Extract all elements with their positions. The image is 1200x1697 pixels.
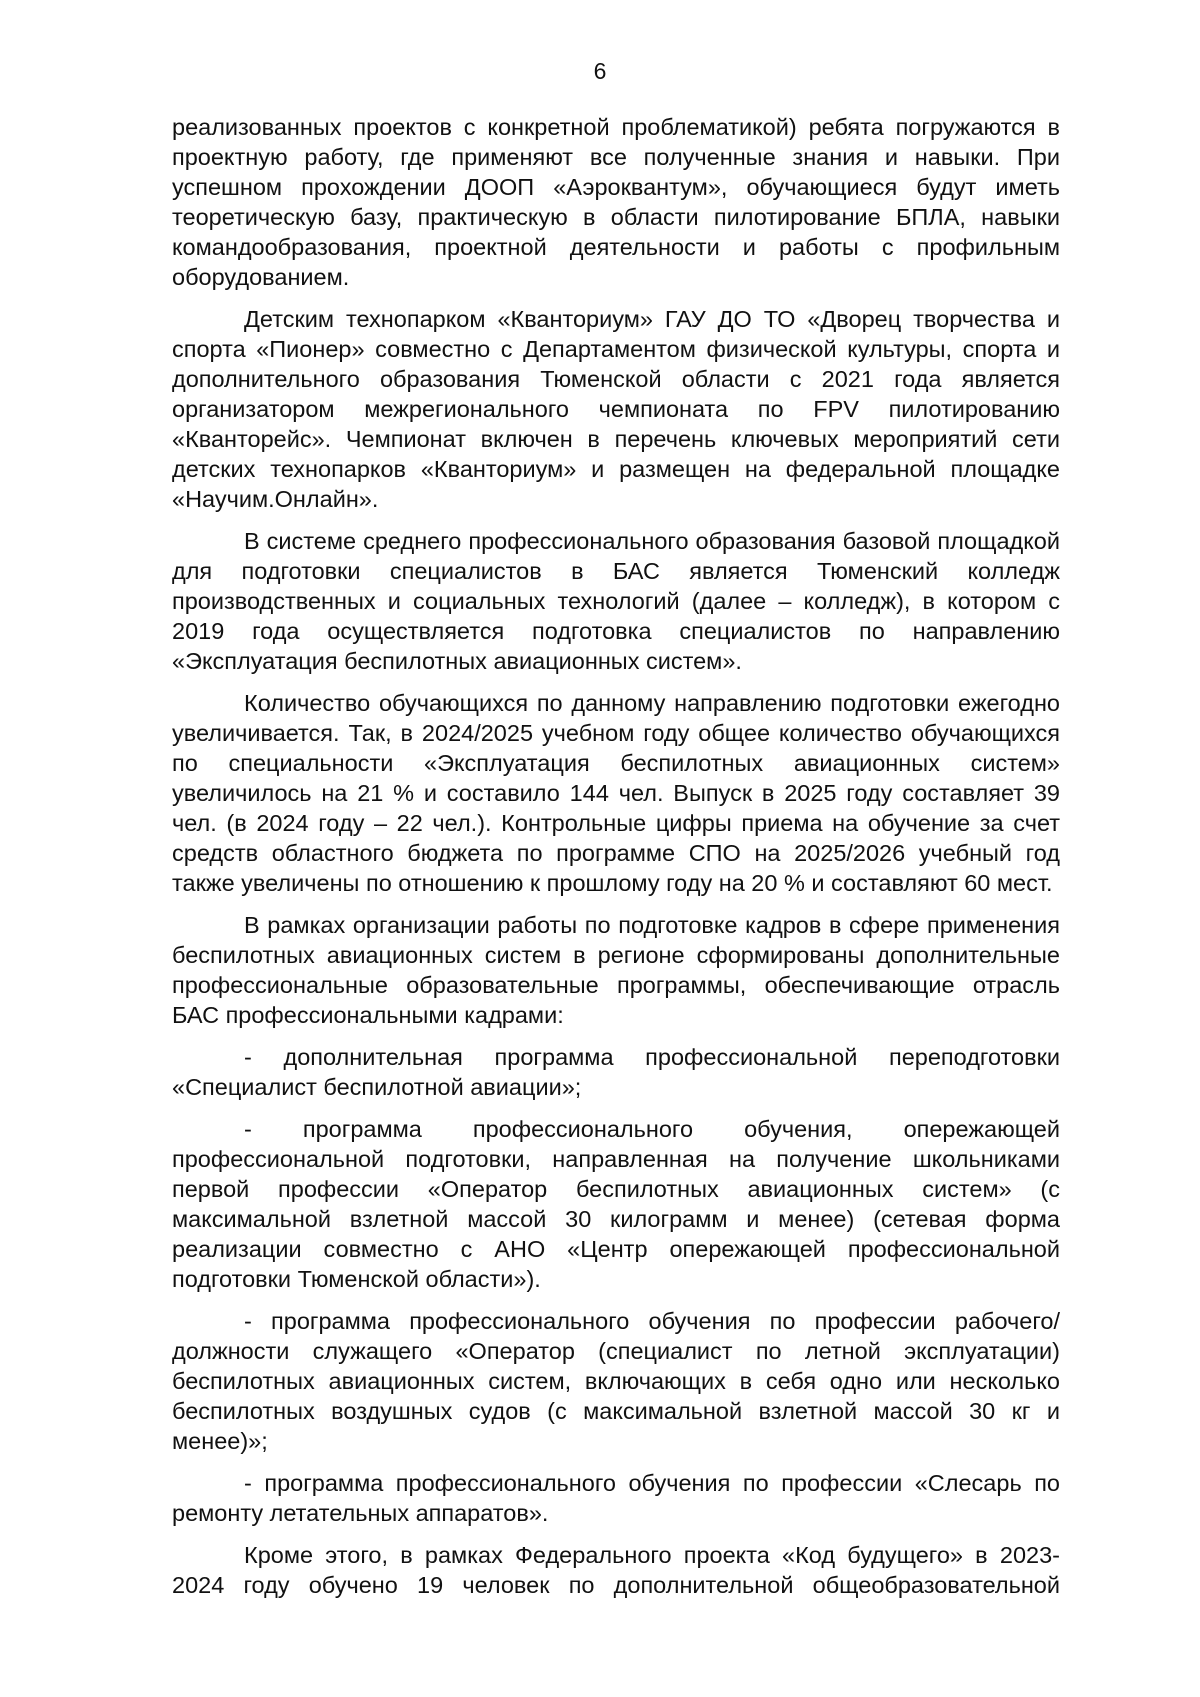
paragraph-programs-intro: В рамках организации работы по подготовке кадров в сфере применения беспилотных авиационных систем в регионе сформированы дополнительные профессиональные образовательные программы, обеспечивающие отрасль БАС профессиональными кадрами: — [172, 912, 1060, 1028]
page-number: 6 — [593, 58, 607, 84]
list-item-operator-school-program: - программа профессионального обучения, опережающей профессиональной подготовки, направленная на получение школьниками первой профессии «Оператор беспилотных авиационных систем» (с максимальной взлетной массой 30 килограмм и менее) (сетевая форма реализации совместно с АНО «Центр опережающей профессиональной подготовки Тюменской области»). — [172, 1116, 1060, 1292]
paragraph-aeroquantum-continuation: реализованных проектов с конкретной проблематикой) ребята погружаются в проектную работу, где применяют все полученные знания и навыки. При успешном прохождении ДООП «Аэроквантум», обучающиеся будут иметь теоретическую базу, практическую в области пилотирование БПЛА, навыки командообразования, проектной деятельности и работы с профильным оборудованием. — [172, 114, 1060, 290]
document-body — [172, 112, 1060, 1612]
paragraph-code-of-future: Кроме этого, в рамках Федерального проекта «Код будущего» в 2023-2024 году обучено 19 человек по дополнительной общеобразовательной — [172, 1542, 1060, 1598]
paragraph-quantorium-championship: Детским технопарком «Кванториум» ГАУ ДО ТО «Дворец творчества и спорта «Пионер» совместно с Департаментом физической культуры, спорта и дополнительного образования Тюменской области с 2021 года является организатором межрегионального чемпионата по FPV пилотированию «Кванторейс». Чемпионат включен в перечень ключевых мероприятий сети детских технопарков «Кванториум» и размещен на федеральной площадке «Научим.Онлайн». — [172, 306, 1060, 512]
list-item-mechanic-program: - программа профессионального обучения по профессии «Слесарь по ремонту летательных аппаратов». — [172, 1470, 1060, 1526]
paragraph-student-count: Количество обучающихся по данному направлению подготовки ежегодно увеличивается. Так, в 2024/2025 учебном году общее количество обучающихся по специальности «Эксплуатация беспилотных авиационных систем» увеличилось на 21 % и составило 144 чел. Выпуск в 2025 году составляет 39 чел. (в 2024 году – 22 чел.). Контрольные цифры приема на обучение за счет средств областного бюджета по программе СПО на 2025/2026 учебный год также увеличены по отношению к прошлому году на 20 % и составляют 60 мест. — [172, 690, 1060, 896]
list-item-operator-flight-program: - программа профессионального обучения по профессии рабочего/должности служащего «Оператор (специалист по летной эксплуатации) беспилотных авиационных систем, включающих в себя одно или несколько беспилотных воздушных судов (с максимальной взлетной массой 30 кг и менее)»; — [172, 1308, 1060, 1454]
paragraph-college-bas: В системе среднего профессионального образования базовой площадкой для подготовки специалистов в БАС является Тюменский колледж производственных и социальных технологий (далее – колледж), в котором с 2019 года осуществляется подготовка специалистов по направлению «Эксплуатация беспилотных авиационных систем». — [172, 528, 1060, 674]
list-item-specialist-program: - дополнительная программа профессиональной переподготовки «Специалист беспилотной авиации»; — [172, 1044, 1060, 1100]
